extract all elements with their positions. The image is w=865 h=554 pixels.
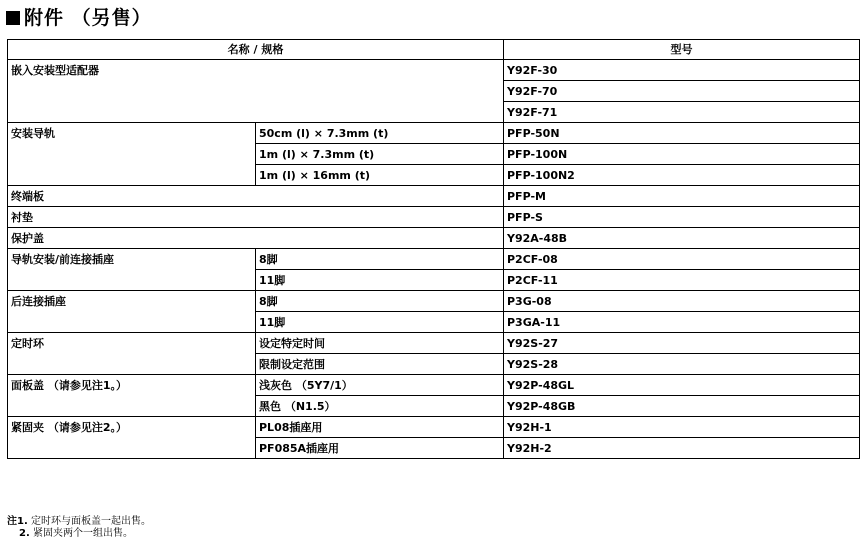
table-row [8, 291, 860, 312]
row-model: P3G-08 [504, 291, 860, 312]
square-bullet-icon [6, 11, 20, 25]
row-model: P3GA-11 [504, 312, 860, 333]
footnote-1-text: 定时环与面板盖一起出售。 [27, 516, 151, 527]
footnote-2 [7, 528, 151, 540]
page-title [6, 3, 152, 30]
row-model: Y92S-28 [504, 354, 860, 375]
table-row [8, 375, 860, 396]
row-spec: PL08插座用 [256, 417, 504, 438]
row-name: 紧固夹 （请参见注2。） [8, 417, 256, 459]
page-title-text: 附件 （另售） [24, 7, 152, 29]
table-row [8, 417, 860, 438]
row-model: PFP-S [504, 207, 860, 228]
row-name: 终端板 [8, 186, 504, 207]
row-spec: 11脚 [256, 270, 504, 291]
row-spec: 浅灰色 （5Y7/1） [256, 375, 504, 396]
footnote-2-text: 紧固夹两个一组出售。 [29, 528, 133, 539]
row-name: 嵌入安装型适配器 [8, 60, 504, 123]
row-name: 保护盖 [8, 228, 504, 249]
table-row [8, 333, 860, 354]
footnote-1 [7, 516, 151, 528]
table-row [8, 228, 860, 249]
footnotes [7, 516, 151, 540]
row-spec: 1m (l) × 7.3mm (t) [256, 144, 504, 165]
row-model: Y92H-2 [504, 438, 860, 459]
row-model: Y92P-48GL [504, 375, 860, 396]
row-model: PFP-100N [504, 144, 860, 165]
header-name-spec: 名称 / 规格 [8, 40, 504, 60]
row-model: PFP-100N2 [504, 165, 860, 186]
table-row [8, 249, 860, 270]
row-model: Y92P-48GB [504, 396, 860, 417]
table-row [8, 60, 860, 81]
row-name: 定时环 [8, 333, 256, 375]
row-name: 面板盖 （请参见注1。） [8, 375, 256, 417]
row-model: Y92F-71 [504, 102, 860, 123]
row-name: 衬垫 [8, 207, 504, 228]
row-model: P2CF-08 [504, 249, 860, 270]
row-name: 后连接插座 [8, 291, 256, 333]
table-row [8, 207, 860, 228]
row-spec: 1m (l) × 16mm (t) [256, 165, 504, 186]
row-spec: 限制设定范围 [256, 354, 504, 375]
row-name: 导轨安装/前连接插座 [8, 249, 256, 291]
row-spec: 50cm (l) × 7.3mm (t) [256, 123, 504, 144]
row-model: P2CF-11 [504, 270, 860, 291]
row-model: PFP-M [504, 186, 860, 207]
row-spec: 8脚 [256, 291, 504, 312]
table-row [8, 186, 860, 207]
row-spec: 11脚 [256, 312, 504, 333]
row-spec: 设定特定时间 [256, 333, 504, 354]
row-spec: 黑色 （N1.5） [256, 396, 504, 417]
row-spec: 8脚 [256, 249, 504, 270]
row-model: Y92A-48B [504, 228, 860, 249]
row-model: PFP-50N [504, 123, 860, 144]
row-name: 安装导轨 [8, 123, 256, 186]
footnote-1-label: 注1. [7, 516, 28, 527]
row-spec: PF085A插座用 [256, 438, 504, 459]
table-header-row [8, 40, 860, 60]
row-model: Y92H-1 [504, 417, 860, 438]
table-row [8, 123, 860, 144]
row-model: Y92F-70 [504, 81, 860, 102]
header-model: 型号 [504, 40, 860, 60]
row-model: Y92F-30 [504, 60, 860, 81]
accessories-table [7, 39, 860, 459]
row-model: Y92S-27 [504, 333, 860, 354]
footnote-2-label: 2. [19, 528, 30, 539]
